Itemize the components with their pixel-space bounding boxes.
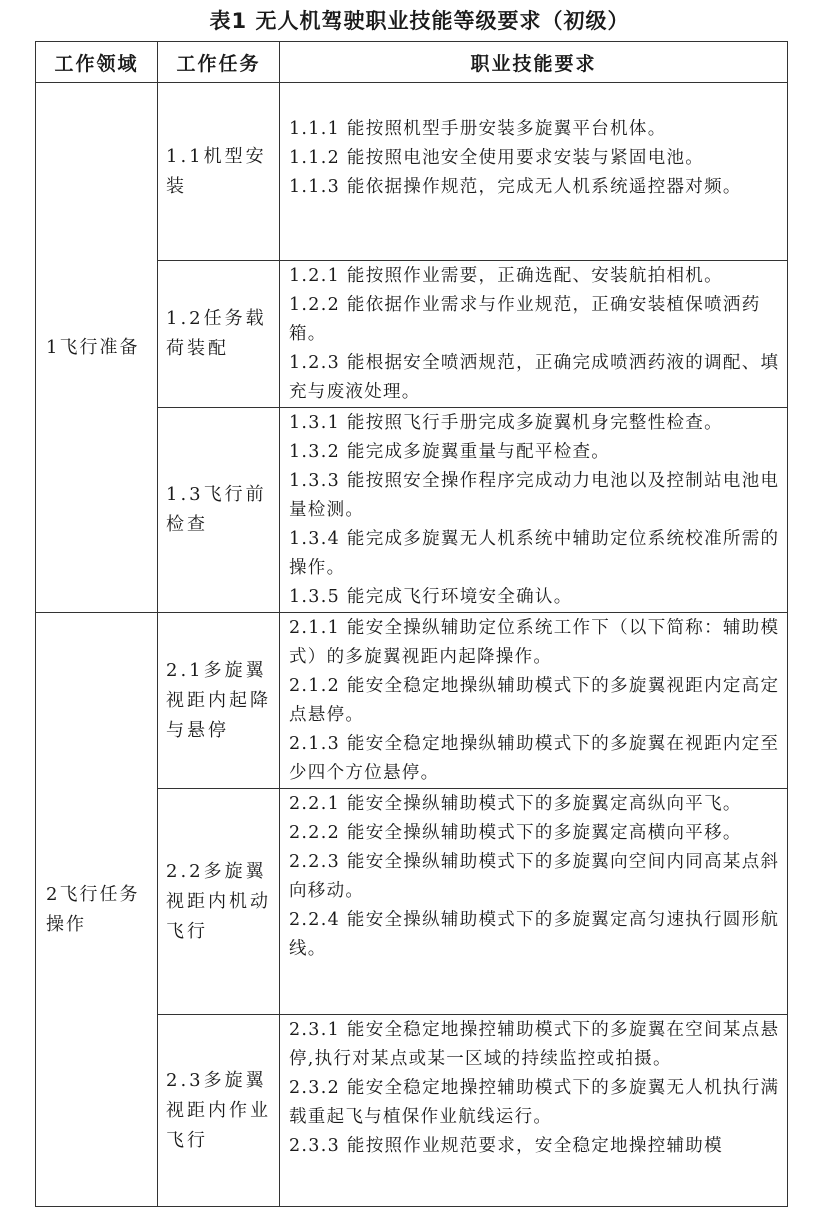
requirement-item: 1.1.2 能按照电池安全使用要求安装与紧固电池。 — [289, 148, 705, 168]
requirement-item: 1.2.3 能根据安全喷洒规范，正确完成喷洒药液的调配、填充与废液处理。 — [289, 353, 780, 402]
requirement-item: 1.3.1 能按照飞行手册完成多旋翼机身完整性检查。 — [289, 413, 723, 433]
requirement-item: 2.3.2 能安全稳定地操控辅助模式下的多旋翼无人机执行满载重起飞与植保作业航线运行。 — [289, 1078, 780, 1127]
work-task-cell: 2.3多旋翼视距内作业飞行 — [158, 1015, 280, 1207]
requirement-item: 1.3.5 能完成飞行环境安全确认。 — [289, 587, 573, 607]
header-work-task: 工作任务 — [158, 42, 280, 83]
requirement-item: 2.2.2 能安全操纵辅助模式下的多旋翼定高横向平移。 — [289, 823, 742, 843]
skill-requirements-cell — [280, 789, 788, 1015]
requirement-item: 1.2.1 能按照作业需要，正确选配、安装航拍相机。 — [289, 266, 723, 286]
skill-requirements-cell — [280, 613, 788, 789]
work-task-cell: 2.2多旋翼视距内机动飞行 — [158, 789, 280, 1015]
requirement-item: 2.3.3 能按照作业规范要求，安全稳定地操控辅助模 — [289, 1136, 723, 1156]
requirement-item: 2.1.2 能安全稳定地操纵辅助模式下的多旋翼视距内定高定点悬停。 — [289, 676, 780, 725]
requirement-item: 2.2.1 能安全操纵辅助模式下的多旋翼定高纵向平飞。 — [289, 794, 742, 814]
work-area-cell: 2飞行任务操作 — [36, 613, 158, 1207]
requirement-item: 1.3.4 能完成多旋翼无人机系统中辅助定位系统校准所需的操作。 — [289, 529, 780, 578]
requirement-item: 2.2.4 能安全操纵辅助模式下的多旋翼定高匀速执行圆形航线。 — [289, 910, 780, 959]
header-work-area: 工作领域 — [36, 42, 158, 83]
requirement-item: 1.1.3 能依据操作规范，完成无人机系统遥控器对频。 — [289, 177, 742, 197]
table-row — [36, 613, 788, 789]
work-area-cell: 1飞行准备 — [36, 83, 158, 613]
header-row — [36, 42, 788, 83]
work-task-cell: 1.3飞行前检查 — [158, 408, 280, 613]
requirement-item: 2.2.3 能安全操纵辅助模式下的多旋翼向空间内同高某点斜向移动。 — [289, 852, 780, 901]
requirement-item: 1.3.2 能完成多旋翼重量与配平检查。 — [289, 442, 611, 462]
requirement-item: 1.2.2 能依据作业需求与作业规范，正确安装植保喷洒药箱。 — [289, 295, 761, 344]
table-title: 表1 无人机驾驶职业技能等级要求（初级） — [209, 9, 630, 33]
skill-requirements-cell — [280, 1015, 788, 1207]
skill-requirements-table — [35, 41, 788, 1207]
requirement-item: 1.1.1 能按照机型手册安装多旋翼平台机体。 — [289, 119, 667, 139]
header-skill-requirements: 职业技能要求 — [280, 42, 788, 83]
table-row — [36, 83, 788, 261]
requirement-item: 2.1.3 能安全稳定地操纵辅助模式下的多旋翼在视距内定至少四个方位悬停。 — [289, 734, 780, 783]
requirement-item: 2.3.1 能安全稳定地操控辅助模式下的多旋翼在空间某点悬停,执行对某点或某一区域的持续监控或拍摄。 — [289, 1020, 780, 1069]
skill-requirements-cell — [280, 408, 788, 613]
skill-requirements-cell — [280, 261, 788, 408]
requirement-item: 2.1.1 能安全操纵辅助定位系统工作下（以下简称：辅助模式）的多旋翼视距内起降操作。 — [289, 618, 780, 667]
requirement-item: 1.3.3 能按照安全操作程序完成动力电池以及控制站电池电量检测。 — [289, 471, 780, 520]
work-task-cell: 2.1多旋翼视距内起降与悬停 — [158, 613, 280, 789]
skill-requirements-cell — [280, 83, 788, 261]
work-task-cell: 1.1机型安装 — [158, 83, 280, 261]
work-task-cell: 1.2任务载荷装配 — [158, 261, 280, 408]
